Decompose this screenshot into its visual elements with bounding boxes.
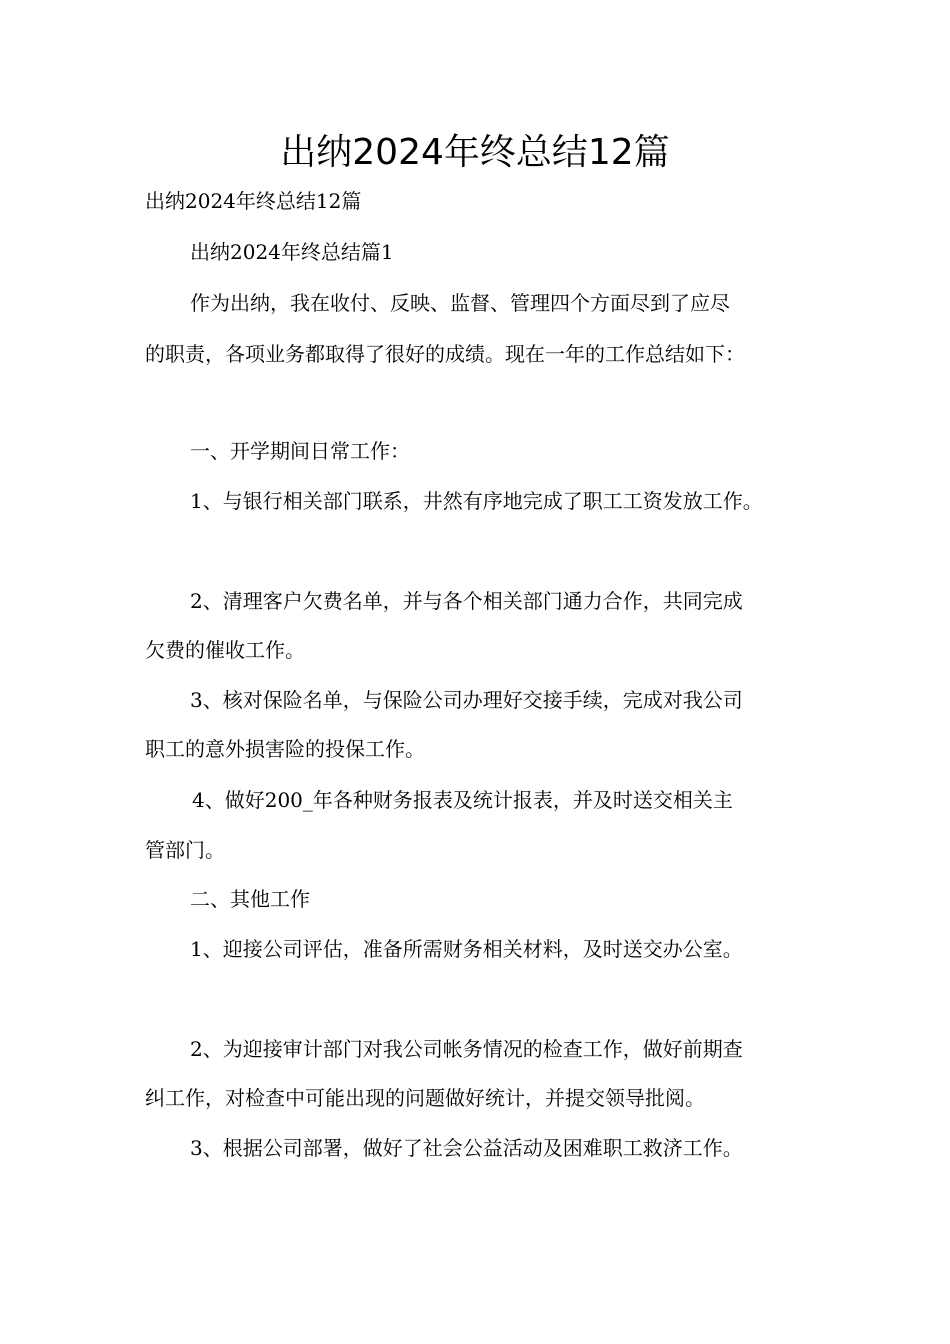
document-title: 出纳2024年终总结12篇 bbox=[280, 132, 670, 173]
list-item: 3、根据公司部署，做好了社会公益活动及困难职工救济工作。 bbox=[190, 1136, 743, 1160]
list-item: 2、清理客户欠费名单，并与各个相关部门通力合作，共同完成 bbox=[190, 589, 743, 613]
section-title: 出纳2024年终总结篇1 bbox=[190, 240, 394, 264]
document-subtitle: 出纳2024年终总结12篇 bbox=[145, 189, 362, 213]
paragraph-line: 的职责，各项业务都取得了很好的成绩。现在一年的工作总结如下： bbox=[145, 342, 745, 366]
list-item-continuation: 纠工作，对检查中可能出现的问题做好统计，并提交领导批阅。 bbox=[145, 1086, 705, 1110]
list-item-continuation: 管部门。 bbox=[145, 838, 225, 862]
list-item: 1、与银行相关部门联系，井然有序地完成了职工工资发放工作。 bbox=[190, 489, 763, 513]
list-item: 4、做好200_年各种财务报表及统计报表，并及时送交相关主 bbox=[192, 788, 733, 812]
paragraph-line: 作为出纳，我在收付、反映、监督、管理四个方面尽到了应尽 bbox=[190, 291, 730, 315]
section-heading: 一、开学期间日常工作： bbox=[190, 439, 410, 463]
list-item-continuation: 职工的意外损害险的投保工作。 bbox=[145, 737, 425, 761]
list-item: 3、核对保险名单，与保险公司办理好交接手续，完成对我公司 bbox=[190, 688, 743, 712]
list-item: 1、迎接公司评估，准备所需财务相关材料，及时送交办公室。 bbox=[190, 937, 743, 961]
section-heading: 二、其他工作 bbox=[190, 887, 310, 911]
list-item: 2、为迎接审计部门对我公司帐务情况的检查工作，做好前期查 bbox=[190, 1037, 743, 1061]
list-item-continuation: 欠费的催收工作。 bbox=[145, 638, 305, 662]
